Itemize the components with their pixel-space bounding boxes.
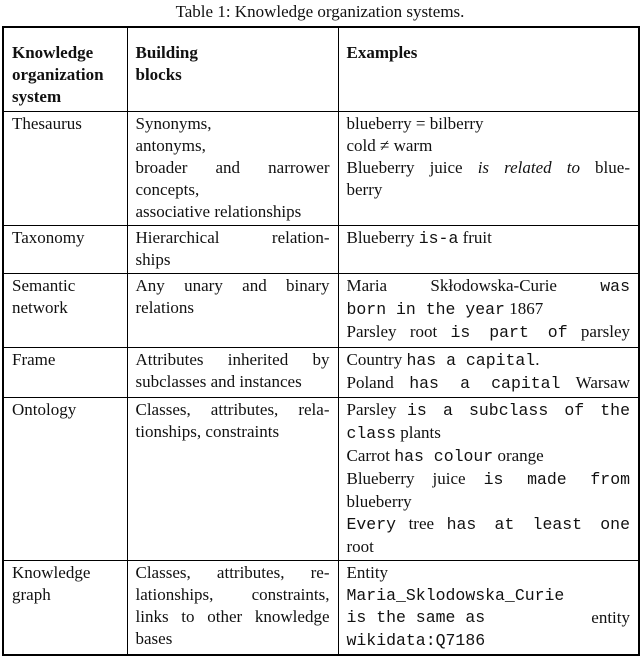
cell-examples xyxy=(338,347,639,397)
text-segment: Synonyms, xyxy=(135,113,212,133)
text-segment: cold ≠ warm xyxy=(346,135,433,155)
text-segment: associative relationships xyxy=(135,201,302,221)
code-segment: born in the year xyxy=(346,299,505,319)
italic-segment: is related to xyxy=(477,157,580,177)
text-segment: links to other knowledge xyxy=(135,606,330,626)
text-segment: Knowledge xyxy=(12,562,91,582)
text-line xyxy=(136,349,330,371)
text-segment: Hierarchical relation- xyxy=(135,227,330,247)
text-line xyxy=(347,536,631,558)
cell-examples xyxy=(338,273,639,347)
text-line xyxy=(136,628,330,650)
text-line xyxy=(136,562,330,584)
text-segment: entity xyxy=(591,607,630,627)
text-line xyxy=(12,399,119,421)
table-row xyxy=(3,111,639,225)
code-segment: Maria_Sklodowska_Curie xyxy=(346,585,565,605)
text-line xyxy=(136,275,330,297)
text-segment: Taxonomy xyxy=(12,227,85,247)
code-segment: was xyxy=(600,276,630,296)
text-segment: berry xyxy=(346,179,383,199)
text-line xyxy=(136,249,330,271)
cell-building-blocks xyxy=(127,225,338,273)
text-segment: Attributes inherited by xyxy=(135,349,330,369)
text-segment: graph xyxy=(12,584,51,604)
text-line xyxy=(136,584,330,606)
table-header xyxy=(3,27,639,111)
text-line xyxy=(12,297,119,319)
text-segment: lationships, constraints, xyxy=(135,584,330,604)
text-line xyxy=(136,64,330,86)
text-segment: blue- xyxy=(579,157,630,177)
text-segment: Classes, attributes, re- xyxy=(135,562,330,582)
code-segment: has a capital xyxy=(406,350,536,370)
cell-examples xyxy=(338,397,639,560)
text-line xyxy=(347,399,631,422)
text-line xyxy=(12,562,119,584)
text-line xyxy=(136,421,330,443)
text-line xyxy=(347,584,631,607)
cell-system xyxy=(3,560,127,655)
text-segment: Blueberry juice xyxy=(346,468,484,488)
cell-building-blocks xyxy=(127,347,338,397)
code-segment: has colour xyxy=(394,446,494,466)
text-segment: 1867 xyxy=(504,298,544,318)
text-segment: organization xyxy=(12,65,104,84)
text-line xyxy=(347,179,631,201)
text-line xyxy=(136,399,330,421)
text-line xyxy=(347,445,631,468)
text-segment: Warsaw xyxy=(560,372,630,392)
text-segment: Building xyxy=(135,43,198,62)
text-line xyxy=(347,491,631,513)
text-segment: Parsley root xyxy=(346,321,451,341)
table-row xyxy=(3,560,639,655)
text-line xyxy=(136,201,330,223)
text-line xyxy=(347,298,631,321)
header-row xyxy=(3,27,639,111)
text-segment: Ontology xyxy=(12,399,77,419)
text-line xyxy=(347,562,631,584)
table-row xyxy=(3,347,639,397)
text-segment: parsley xyxy=(567,321,630,341)
text-segment: tree xyxy=(396,513,447,533)
code-segment: is made from xyxy=(483,469,630,489)
code-segment: is the same as xyxy=(346,607,486,627)
cell-building-blocks xyxy=(127,397,338,560)
text-segment: Country xyxy=(346,349,407,369)
code-segment: wikidata:Q7186 xyxy=(346,630,486,650)
text-line xyxy=(136,157,330,179)
cell-building-blocks xyxy=(127,560,338,655)
text-line xyxy=(347,513,631,536)
text-segment: blueberry = bilberry xyxy=(346,113,484,133)
text-line xyxy=(12,275,119,297)
text-line xyxy=(136,42,330,64)
text-line xyxy=(347,275,631,298)
code-segment: is-a xyxy=(418,228,459,248)
text-line xyxy=(347,42,631,64)
text-segment: Carrot xyxy=(346,445,395,465)
cell-examples xyxy=(338,111,639,225)
text-segment: Frame xyxy=(12,349,56,369)
text-segment: root xyxy=(346,536,374,556)
text-segment: antonyms, xyxy=(135,135,206,155)
text-segment: Classes, attributes, rela- xyxy=(135,399,330,419)
text-line xyxy=(136,606,330,628)
cell-system xyxy=(3,397,127,560)
text-line xyxy=(136,113,330,135)
table-caption: Table 1: Knowledge organization systems. xyxy=(175,2,465,21)
table-row xyxy=(3,397,639,560)
text-line xyxy=(347,157,631,179)
cell-system xyxy=(3,347,127,397)
text-line xyxy=(347,629,631,652)
text-segment: plants xyxy=(396,422,441,442)
text-line xyxy=(12,349,119,371)
text-segment: network xyxy=(12,297,68,317)
column-header-examples xyxy=(338,27,639,111)
text-segment: Semantic xyxy=(12,275,76,295)
table-row xyxy=(3,225,639,273)
text-line xyxy=(136,297,330,319)
text-segment: relations xyxy=(135,297,195,317)
text-line xyxy=(136,371,330,393)
text-segment: Poland xyxy=(346,372,410,392)
text-segment: Blueberry xyxy=(346,227,419,247)
text-segment: ships xyxy=(135,249,171,269)
text-line xyxy=(12,86,119,108)
text-line xyxy=(347,227,631,250)
text-segment: tionships, constraints xyxy=(135,421,280,441)
text-segment: Any unary and binary xyxy=(135,275,330,295)
text-segment: bases xyxy=(135,628,173,648)
text-segment: Parsley xyxy=(346,399,408,419)
text-segment: broader and narrower xyxy=(135,157,330,177)
cell-building-blocks xyxy=(127,111,338,225)
column-header-system xyxy=(3,27,127,111)
text-segment: orange xyxy=(493,445,544,465)
knowledge-organization-table xyxy=(2,26,640,656)
text-line xyxy=(12,584,119,606)
code-segment: has a capital xyxy=(409,373,561,393)
text-segment: subclasses and instances xyxy=(135,371,302,391)
text-line xyxy=(136,227,330,249)
text-segment: Blueberry juice xyxy=(346,157,478,177)
text-line xyxy=(136,135,330,157)
text-segment: Examples xyxy=(346,43,418,62)
code-segment: Every xyxy=(346,514,397,534)
text-line xyxy=(347,372,631,395)
text-segment: blueberry xyxy=(346,491,412,511)
text-line xyxy=(12,227,119,249)
text-line xyxy=(12,42,119,64)
code-segment: is part of xyxy=(450,322,568,342)
cell-examples xyxy=(338,560,639,655)
text-segment: Entity xyxy=(346,562,389,582)
text-line xyxy=(12,64,119,86)
text-segment: concepts, xyxy=(135,179,200,199)
text-segment: . xyxy=(535,349,540,369)
text-line xyxy=(347,135,631,157)
text-line xyxy=(347,607,631,629)
cell-system xyxy=(3,225,127,273)
text-line xyxy=(347,422,631,445)
text-line xyxy=(347,321,631,344)
text-segment: blocks xyxy=(135,65,182,84)
text-line xyxy=(347,468,631,491)
text-line xyxy=(347,349,631,372)
text-line xyxy=(12,113,119,135)
text-segment: Thesaurus xyxy=(12,113,82,133)
text-segment: fruit xyxy=(458,227,492,247)
code-segment: has at least one xyxy=(446,514,630,534)
cell-system xyxy=(3,111,127,225)
text-segment: system xyxy=(12,87,62,106)
code-segment: class xyxy=(346,423,397,443)
text-segment: Knowledge xyxy=(12,43,94,62)
column-header-building-blocks xyxy=(127,27,338,111)
text-segment: Maria Skłodowska-Curie xyxy=(346,275,601,295)
text-line xyxy=(347,113,631,135)
cell-examples xyxy=(338,225,639,273)
table-row xyxy=(3,273,639,347)
cell-building-blocks xyxy=(127,273,338,347)
table-body xyxy=(3,111,639,655)
text-line xyxy=(136,179,330,201)
cell-system xyxy=(3,273,127,347)
code-segment: is a subclass of the xyxy=(407,400,630,420)
